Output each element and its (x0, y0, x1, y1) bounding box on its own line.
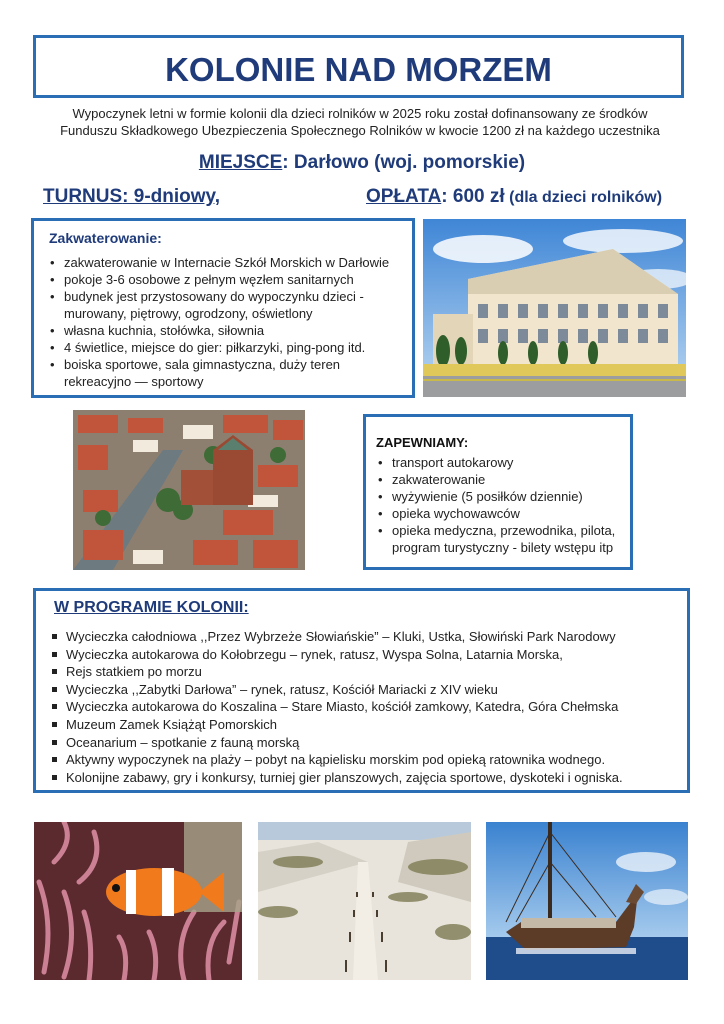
title-box (33, 35, 684, 98)
aerial-city-photo (73, 410, 305, 570)
list-item: • wyżywienie (5 posiłków dziennie) (374, 488, 629, 505)
fee-value: : 600 zł (441, 186, 505, 207)
list-item: • zakwaterowanie w Internacie Szkół Morskich w Darłowie (46, 254, 406, 271)
program-list (48, 628, 683, 786)
list-item: Wycieczka autokarowa do Koszalina – Stare Miasto, kościół zamkowy, Katedra, Góra Chełmska (48, 698, 683, 716)
place-value: : Darłowo (woj. pomorskie) (282, 152, 526, 173)
accommodation-title: Zakwaterowanie: (49, 230, 162, 246)
list-item: Muzeum Zamek Książąt Pomorskich (48, 716, 683, 734)
ship-photo (486, 822, 688, 980)
list-item: Oceanarium – spotkanie z fauną morską (48, 734, 683, 752)
list-item: • pokoje 3-6 osobowe z pełnym węzłem sanitarnych (46, 271, 406, 288)
provide-title: ZAPEWNIAMY: (376, 435, 469, 450)
list-item: Aktywny wypoczynek na plaży – pobyt na kąpielisku morskim pod opieką ratownika wodnego. (48, 751, 683, 769)
accommodation-list (46, 254, 406, 390)
place-label: MIEJSCE (198, 152, 283, 173)
list-item: • zakwaterowanie (374, 471, 629, 488)
intro-line-2: Funduszu Składkowego Ubezpieczenia Społecznego Rolników w kwocie 1200 zł na każdego uczestnika (60, 123, 660, 138)
place-heading (0, 152, 724, 174)
program-title: W PROGRAMIE KOLONII: (54, 599, 249, 616)
fee-heading (366, 186, 662, 208)
page-title: KOLONIE NAD MORZEM (165, 51, 552, 88)
turnus-value: : 9-dniowy, (122, 186, 220, 207)
accommodation-box (31, 218, 415, 398)
list-item: Kolonijne zabawy, gry i konkursy, turniej gier planszowych, zajęcia sportowe, dyskoteki i ogniska. (48, 769, 683, 787)
list-item: Wycieczka całodniowa ,,Przez Wybrzeże Słowiańskie” – Kluki, Ustka, Słowiński Park Narodowy (48, 628, 683, 646)
list-item: • transport autokarowy (374, 454, 629, 471)
list-item: • budynek jest przystosowany do wypoczynku dzieci - murowany, piętrowy, ogrodzony, oświetlony (46, 288, 406, 322)
turnus-heading (43, 186, 220, 208)
intro-line-1: Wypoczynek letni w formie kolonii dla dzieci rolników w 2025 roku został dofinansowany ze środków (72, 106, 648, 121)
list-item: Wycieczka ,,Zabytki Darłowa” – rynek, ratusz, Kościół Mariacki z XIV wieku (48, 681, 683, 699)
provide-list (374, 454, 629, 556)
list-item: • opieka wychowawców (374, 505, 629, 522)
turnus-label: TURNUS (43, 186, 123, 207)
list-item: • boiska sportowe, sala gimnastyczna, duży teren rekreacyjno — sportowy (46, 356, 406, 390)
dunes-photo (258, 822, 471, 980)
list-item: Wycieczka autokarowa do Kołobrzegu – rynek, ratusz, Wyspa Solna, Latarnia Morska, (48, 646, 683, 664)
list-item: • 4 świetlice, miejsce do gier: piłkarzyki, ping-pong itd. (46, 339, 406, 356)
list-item: • własna kuchnia, stołówka, siłownia (46, 322, 406, 339)
program-box (33, 588, 690, 793)
clownfish-photo (34, 822, 242, 980)
list-item: Rejs statkiem po morzu (48, 663, 683, 681)
building-photo (423, 219, 686, 397)
fee-note: (dla dzieci rolników) (504, 189, 663, 206)
fee-label: OPŁATA (366, 186, 442, 207)
provide-box (363, 414, 633, 570)
list-item: • opieka medyczna, przewodnika, pilota, program turystyczny - bilety wstępu itp (374, 522, 629, 556)
